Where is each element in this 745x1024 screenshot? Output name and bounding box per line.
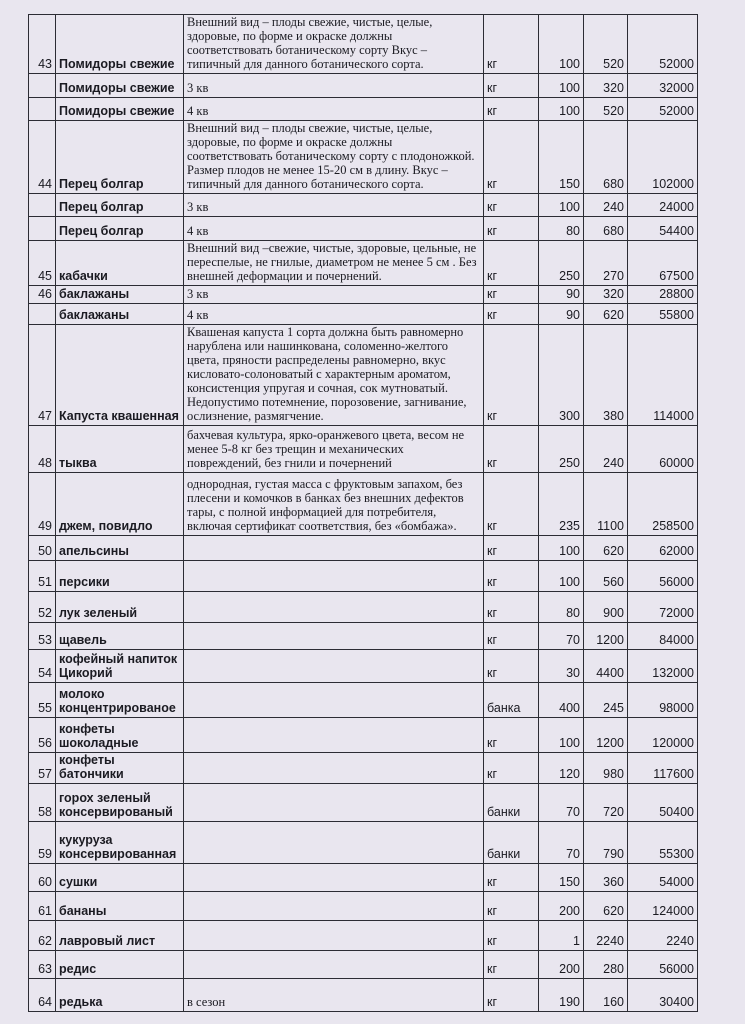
row-number: 58	[29, 784, 56, 822]
product-description: в сезон	[184, 979, 484, 1012]
product-name: Перец болгар	[56, 217, 184, 241]
total-sum: 2240	[628, 921, 698, 951]
unit-of-measure: кг	[484, 241, 539, 286]
product-description	[184, 892, 484, 921]
unit-of-measure: кг	[484, 561, 539, 592]
product-name: молоко концентрированое	[56, 683, 184, 718]
unit-price: 900	[584, 592, 628, 623]
row-number: 55	[29, 683, 56, 718]
product-description	[184, 753, 484, 784]
row-number: 51	[29, 561, 56, 592]
unit-price: 520	[584, 98, 628, 121]
row-number: 52	[29, 592, 56, 623]
quantity: 300	[539, 325, 584, 426]
quantity: 30	[539, 650, 584, 683]
total-sum: 72000	[628, 592, 698, 623]
unit-price: 980	[584, 753, 628, 784]
product-description	[184, 623, 484, 650]
quantity: 100	[539, 536, 584, 561]
quantity: 70	[539, 784, 584, 822]
unit-of-measure: кг	[484, 121, 539, 194]
unit-price: 1100	[584, 473, 628, 536]
unit-price: 280	[584, 951, 628, 979]
quantity: 80	[539, 592, 584, 623]
table-row	[29, 892, 698, 921]
table-row	[29, 121, 698, 194]
row-number: 54	[29, 650, 56, 683]
row-number: 44	[29, 121, 56, 194]
unit-price: 4400	[584, 650, 628, 683]
product-description: 3 кв	[184, 74, 484, 98]
unit-price: 160	[584, 979, 628, 1012]
product-description: однородная, густая масса с фруктовым запахом, без плесени и комочков в банках без внешних дефектов тары, с полной информацией для потребителя, включая сертификат соответствия, без «бомбажа».	[184, 473, 484, 536]
total-sum: 55800	[628, 304, 698, 325]
total-sum: 102000	[628, 121, 698, 194]
product-description	[184, 683, 484, 718]
unit-price: 1200	[584, 623, 628, 650]
total-sum: 132000	[628, 650, 698, 683]
unit-of-measure: кг	[484, 426, 539, 473]
row-number: 49	[29, 473, 56, 536]
product-spec-table	[28, 14, 698, 1012]
row-number	[29, 217, 56, 241]
product-description: 4 кв	[184, 304, 484, 325]
row-number	[29, 74, 56, 98]
product-name: редька	[56, 979, 184, 1012]
total-sum: 52000	[628, 98, 698, 121]
unit-of-measure: кг	[484, 921, 539, 951]
product-name: редис	[56, 951, 184, 979]
total-sum: 84000	[628, 623, 698, 650]
table-row	[29, 217, 698, 241]
total-sum: 32000	[628, 74, 698, 98]
unit-price: 320	[584, 74, 628, 98]
table-row	[29, 951, 698, 979]
table-row	[29, 194, 698, 217]
row-number: 60	[29, 864, 56, 892]
unit-price: 680	[584, 217, 628, 241]
table-body	[29, 15, 698, 1012]
quantity: 100	[539, 194, 584, 217]
table-row	[29, 822, 698, 864]
product-name: тыква	[56, 426, 184, 473]
row-number: 57	[29, 753, 56, 784]
unit-price: 360	[584, 864, 628, 892]
row-number: 53	[29, 623, 56, 650]
table-row	[29, 753, 698, 784]
total-sum: 117600	[628, 753, 698, 784]
total-sum: 56000	[628, 951, 698, 979]
total-sum: 28800	[628, 286, 698, 304]
unit-price: 620	[584, 892, 628, 921]
row-number: 59	[29, 822, 56, 864]
quantity: 100	[539, 561, 584, 592]
table-row	[29, 304, 698, 325]
table-row	[29, 426, 698, 473]
unit-price: 245	[584, 683, 628, 718]
product-description	[184, 650, 484, 683]
total-sum: 56000	[628, 561, 698, 592]
table-row	[29, 561, 698, 592]
product-name: кукуруза консервированная	[56, 822, 184, 864]
unit-price: 380	[584, 325, 628, 426]
product-description	[184, 822, 484, 864]
unit-of-measure: кг	[484, 864, 539, 892]
product-name: кофейный напиток Цикорий	[56, 650, 184, 683]
row-number: 50	[29, 536, 56, 561]
unit-of-measure: кг	[484, 217, 539, 241]
row-number	[29, 98, 56, 121]
unit-of-measure: кг	[484, 74, 539, 98]
unit-price: 620	[584, 536, 628, 561]
total-sum: 52000	[628, 15, 698, 74]
quantity: 100	[539, 718, 584, 753]
table-row	[29, 98, 698, 121]
row-number: 64	[29, 979, 56, 1012]
unit-of-measure: кг	[484, 951, 539, 979]
product-name: Перец болгар	[56, 121, 184, 194]
unit-price: 240	[584, 194, 628, 217]
table-row	[29, 74, 698, 98]
product-name: джем, повидло	[56, 473, 184, 536]
product-description: 4 кв	[184, 98, 484, 121]
table-row	[29, 592, 698, 623]
unit-of-measure: банка	[484, 683, 539, 718]
unit-of-measure: кг	[484, 718, 539, 753]
quantity: 150	[539, 121, 584, 194]
unit-price: 560	[584, 561, 628, 592]
unit-price: 1200	[584, 718, 628, 753]
row-number: 46	[29, 286, 56, 304]
quantity: 250	[539, 241, 584, 286]
quantity: 80	[539, 217, 584, 241]
unit-of-measure: банки	[484, 784, 539, 822]
row-number: 62	[29, 921, 56, 951]
unit-of-measure: кг	[484, 286, 539, 304]
unit-of-measure: кг	[484, 592, 539, 623]
quantity: 1	[539, 921, 584, 951]
row-number: 47	[29, 325, 56, 426]
table-row	[29, 979, 698, 1012]
product-description: 3 кв	[184, 194, 484, 217]
product-name: лавровый лист	[56, 921, 184, 951]
total-sum: 54000	[628, 864, 698, 892]
table-row	[29, 864, 698, 892]
row-number	[29, 304, 56, 325]
unit-of-measure: банки	[484, 822, 539, 864]
total-sum: 120000	[628, 718, 698, 753]
product-name: лук зеленый	[56, 592, 184, 623]
quantity: 190	[539, 979, 584, 1012]
unit-of-measure: кг	[484, 979, 539, 1012]
unit-of-measure: кг	[484, 892, 539, 921]
unit-of-measure: кг	[484, 753, 539, 784]
table-row	[29, 286, 698, 304]
table-row	[29, 921, 698, 951]
row-number: 56	[29, 718, 56, 753]
unit-price: 680	[584, 121, 628, 194]
product-description	[184, 536, 484, 561]
product-name: щавель	[56, 623, 184, 650]
row-number: 61	[29, 892, 56, 921]
table-row	[29, 15, 698, 74]
product-name: горох зеленый консервированый	[56, 784, 184, 822]
product-description: Внешний вид – плоды свежие, чистые, целые, здоровые, по форме и окраске должны соответствовать ботаническому сорту Вкус – типичный для данного ботанического сорта.	[184, 15, 484, 74]
total-sum: 50400	[628, 784, 698, 822]
row-number: 63	[29, 951, 56, 979]
table-row	[29, 241, 698, 286]
product-description: Квашеная капуста 1 сорта должна быть равномерно нарублена или нашинкована, соломенно-желтого цвета, пряности распределены равномерно, вкус кисловато-солоноватый с характерным ароматом, консистенция упругая и сочная, сок мутноватый. Недопустимо потемнение, порозовение, загнивание, ослизнение, размягчение.	[184, 325, 484, 426]
product-description: Внешний вид – плоды свежие, чистые, целые, здоровые, по форме и окраске должны соответствовать ботаническому сорту с плодоножкой. Размер плодов не менее 15-20 см в длину. Вкус – типичный для данного ботанического сорта.	[184, 121, 484, 194]
row-number	[29, 194, 56, 217]
total-sum: 30400	[628, 979, 698, 1012]
product-name: Помидоры свежие	[56, 74, 184, 98]
table-row	[29, 325, 698, 426]
unit-price: 240	[584, 426, 628, 473]
product-name: Капуста квашенная	[56, 325, 184, 426]
total-sum: 55300	[628, 822, 698, 864]
unit-of-measure: кг	[484, 536, 539, 561]
total-sum: 54400	[628, 217, 698, 241]
table-row	[29, 536, 698, 561]
table-row	[29, 650, 698, 683]
quantity: 235	[539, 473, 584, 536]
quantity: 250	[539, 426, 584, 473]
table-row	[29, 683, 698, 718]
unit-of-measure: кг	[484, 15, 539, 74]
quantity: 150	[539, 864, 584, 892]
total-sum: 124000	[628, 892, 698, 921]
product-description	[184, 951, 484, 979]
product-description: бахчевая культура, ярко-оранжевого цвета, весом не менее 5-8 кг без трещин и механических повреждений, без гнили и почернений	[184, 426, 484, 473]
quantity: 70	[539, 623, 584, 650]
total-sum: 24000	[628, 194, 698, 217]
total-sum: 258500	[628, 473, 698, 536]
quantity: 400	[539, 683, 584, 718]
quantity: 100	[539, 98, 584, 121]
product-name: конфеты шоколадные	[56, 718, 184, 753]
product-description: 4 кв	[184, 217, 484, 241]
quantity: 200	[539, 951, 584, 979]
unit-price: 270	[584, 241, 628, 286]
unit-of-measure: кг	[484, 650, 539, 683]
product-name: баклажаны	[56, 304, 184, 325]
row-number: 43	[29, 15, 56, 74]
quantity: 100	[539, 15, 584, 74]
unit-of-measure: кг	[484, 194, 539, 217]
unit-price: 790	[584, 822, 628, 864]
unit-of-measure: кг	[484, 623, 539, 650]
product-description	[184, 784, 484, 822]
product-name: кабачки	[56, 241, 184, 286]
product-description	[184, 921, 484, 951]
quantity: 90	[539, 286, 584, 304]
product-description: Внешний вид –свежие, чистые, здоровые, цельные, не переспелые, не гнилые, диаметром не менее 5 см . Без внешней деформации и почернений.	[184, 241, 484, 286]
unit-price: 720	[584, 784, 628, 822]
product-description	[184, 561, 484, 592]
total-sum: 60000	[628, 426, 698, 473]
total-sum: 62000	[628, 536, 698, 561]
total-sum: 98000	[628, 683, 698, 718]
product-name: персики	[56, 561, 184, 592]
unit-price: 520	[584, 15, 628, 74]
product-description	[184, 718, 484, 753]
quantity: 200	[539, 892, 584, 921]
product-name: Помидоры свежие	[56, 98, 184, 121]
row-number: 48	[29, 426, 56, 473]
quantity: 100	[539, 74, 584, 98]
product-description: 3 кв	[184, 286, 484, 304]
table-row	[29, 473, 698, 536]
table-row	[29, 718, 698, 753]
product-description	[184, 864, 484, 892]
total-sum: 114000	[628, 325, 698, 426]
product-name: сушки	[56, 864, 184, 892]
unit-price: 320	[584, 286, 628, 304]
unit-of-measure: кг	[484, 325, 539, 426]
quantity: 120	[539, 753, 584, 784]
table-row	[29, 623, 698, 650]
quantity: 90	[539, 304, 584, 325]
product-name: апельсины	[56, 536, 184, 561]
product-name: бананы	[56, 892, 184, 921]
product-name: Перец болгар	[56, 194, 184, 217]
unit-of-measure: кг	[484, 304, 539, 325]
product-name: конфеты батончики	[56, 753, 184, 784]
product-name: баклажаны	[56, 286, 184, 304]
total-sum: 67500	[628, 241, 698, 286]
quantity: 70	[539, 822, 584, 864]
unit-price: 2240	[584, 921, 628, 951]
product-description	[184, 592, 484, 623]
product-name: Помидоры свежие	[56, 15, 184, 74]
row-number: 45	[29, 241, 56, 286]
unit-price: 620	[584, 304, 628, 325]
unit-of-measure: кг	[484, 473, 539, 536]
table-row	[29, 784, 698, 822]
unit-of-measure: кг	[484, 98, 539, 121]
